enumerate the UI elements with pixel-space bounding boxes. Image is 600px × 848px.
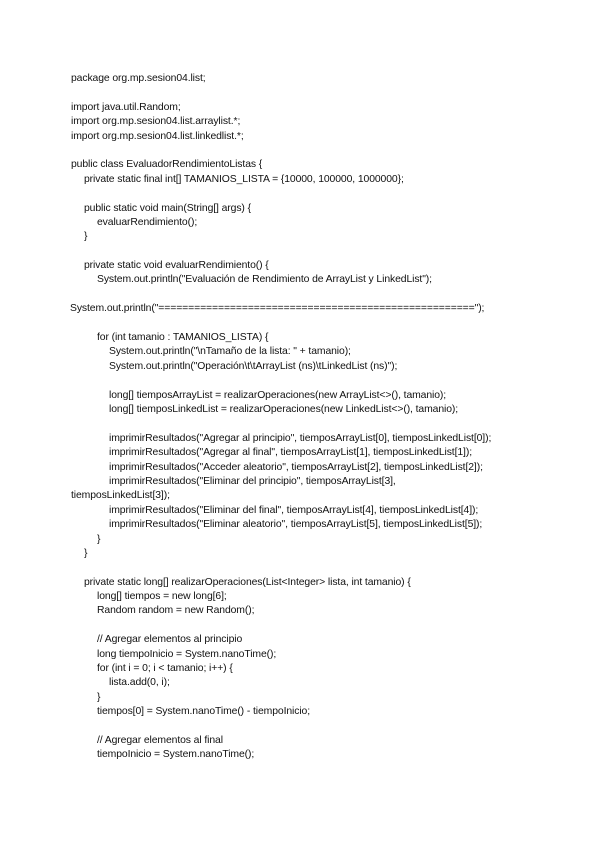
code-line: // Agregar elementos al principio (97, 634, 243, 646)
code-line: System.out.println("Operación\t\tArrayList (ns)\tLinkedList (ns)"); (109, 360, 398, 372)
code-line: public class EvaluadorRendimientoListas { (71, 159, 263, 171)
code-line: import java.util.Random; (71, 101, 181, 113)
code-line: System.out.println("Evaluación de Rendimiento de ArrayList y LinkedList"); (97, 274, 432, 286)
blank-line (71, 144, 591, 158)
code-line: imprimirResultados("Acceder aleatorio", tiemposArrayList[2], tiemposLinkedList[2]); (109, 461, 483, 473)
code-line: imprimirResultados("Eliminar aleatorio", tiemposArrayList[5], tiemposLinkedList[5]); (109, 519, 483, 531)
code-listing (71, 72, 591, 763)
blank-line (71, 245, 591, 259)
blank-line (71, 187, 591, 201)
code-line: for (int tamanio : TAMANIOS_LISTA) { (97, 332, 269, 344)
code-line: // Agregar elementos al final (97, 734, 223, 746)
code-line: long[] tiempos = new long[6]; (97, 591, 227, 603)
code-line: tiempos[0] = System.nanoTime() - tiempoInicio; (97, 706, 311, 718)
code-line: } (84, 547, 88, 559)
blank-line (71, 417, 591, 431)
code-line: System.out.println("\nTamaño de la lista: " + tamanio); (109, 346, 351, 358)
blank-line (71, 561, 591, 575)
code-line: for (int i = 0; i < tamanio; i++) { (97, 663, 233, 675)
code-line: package org.mp.sesion04.list; (71, 73, 206, 84)
code-line: } (97, 691, 101, 703)
code-line: tiemposLinkedList[3]); (71, 490, 170, 502)
code-line: Random random = new Random(); (97, 605, 255, 617)
blank-line (71, 317, 591, 331)
code-line: long tiempoInicio = System.nanoTime(); (97, 648, 277, 660)
code-line: System.out.println("====================================================="); (70, 303, 485, 315)
blank-line (71, 720, 591, 734)
blank-line (71, 288, 591, 302)
code-line: imprimirResultados("Agregar al principio", tiemposArrayList[0], tiemposLinkedList[0]); (109, 432, 492, 444)
code-line: import org.mp.sesion04.list.arraylist.*; (71, 116, 241, 128)
code-line: public static void main(String[] args) { (84, 202, 251, 214)
code-line: lista.add(0, i); (109, 677, 170, 689)
code-line: long[] tiemposArrayList = realizarOperaciones(new ArrayList<>(), tamanio); (109, 389, 447, 401)
blank-line (71, 619, 591, 633)
code-line: private static final int[] TAMANIOS_LISTA = {10000, 100000, 1000000}; (84, 173, 404, 185)
code-line: private static void evaluarRendimiento() { (84, 260, 269, 272)
code-line: imprimirResultados("Agregar al final", tiemposArrayList[1], tiemposLinkedList[1]); (109, 447, 472, 459)
code-line: } (84, 231, 88, 243)
code-line: imprimirResultados("Eliminar del final", tiemposArrayList[4], tiemposLinkedList[4]); (109, 504, 479, 516)
code-line: import org.mp.sesion04.list.linkedlist.*; (71, 130, 244, 142)
code-line: tiempoInicio = System.nanoTime(); (97, 749, 255, 761)
code-line: evaluarRendimiento(); (97, 216, 198, 228)
blank-line (71, 374, 591, 388)
code-line: } (97, 533, 101, 545)
blank-line (71, 86, 591, 100)
code-line: imprimirResultados("Eliminar del principio", tiemposArrayList[3], (109, 475, 396, 487)
code-line: long[] tiemposLinkedList = realizarOperaciones(new LinkedList<>(), tamanio); (109, 403, 459, 415)
code-line: private static long[] realizarOperaciones(List<Integer> lista, int tamanio) { (84, 576, 411, 588)
